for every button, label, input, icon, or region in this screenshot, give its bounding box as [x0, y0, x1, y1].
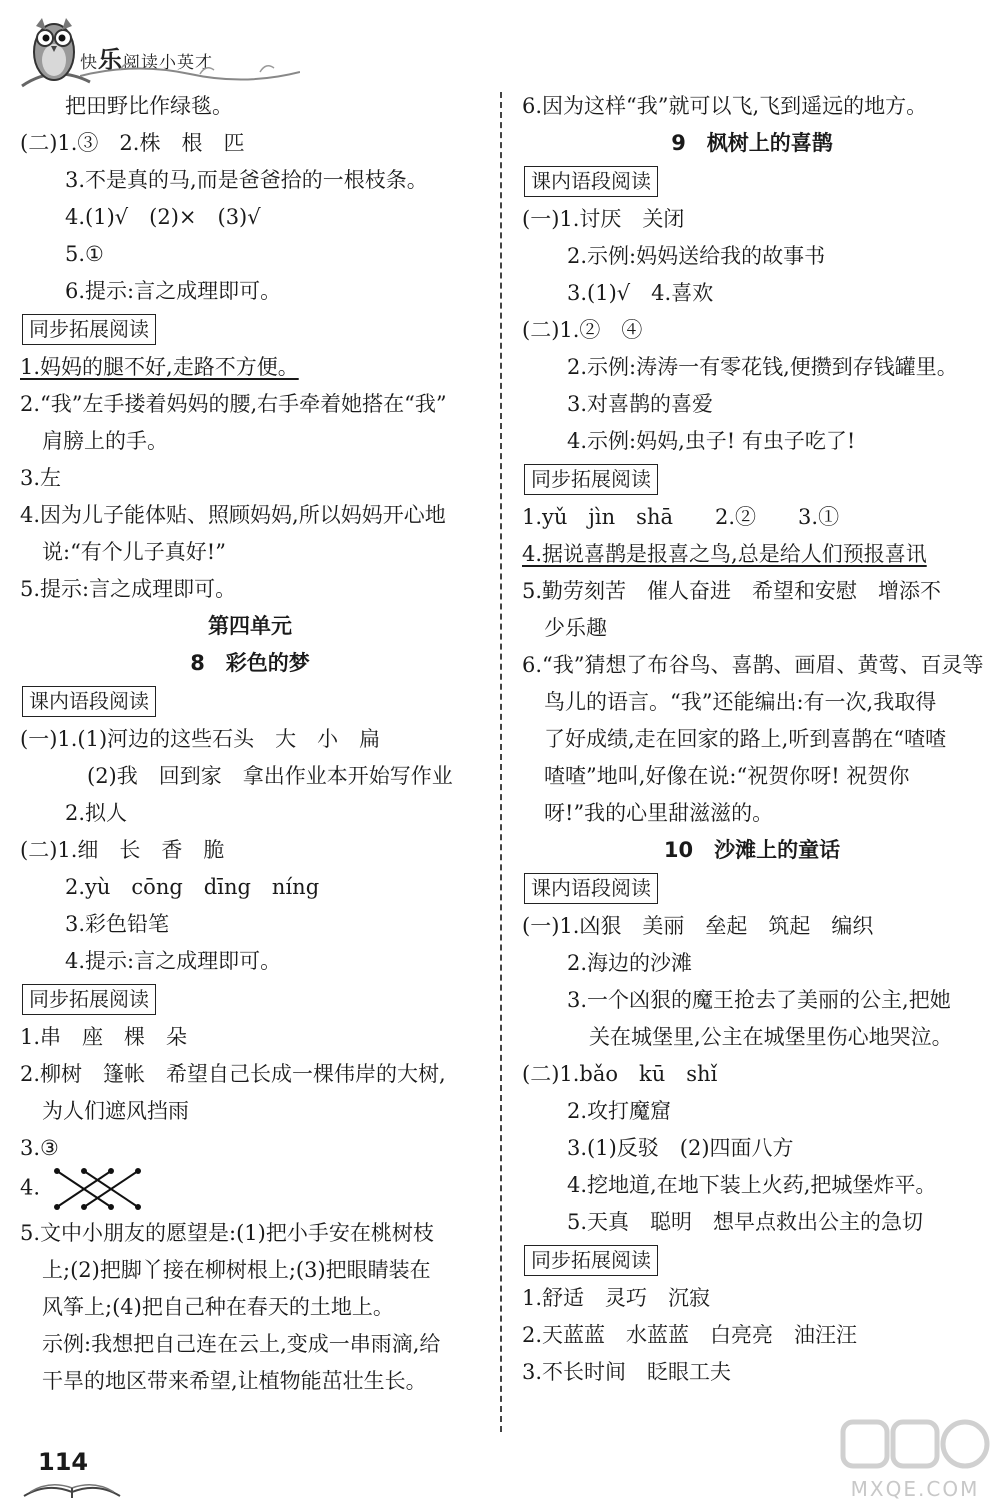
answer-line: (二)1.② ④: [522, 318, 643, 342]
watermark-logo-icon: [835, 1410, 995, 1480]
book-icon: [22, 1470, 122, 1500]
unit-title: 第四单元: [208, 614, 292, 638]
left-column: [20, 88, 480, 1400]
lesson-title: 10 沙滩上的童话: [663, 838, 841, 862]
answer-line: 为人们遮风挡雨: [42, 1099, 189, 1123]
section-label: 课内语段阅读: [22, 686, 156, 717]
answer-line: 2.示例:涛涛一有零花钱,便攒到存钱罐里。: [567, 355, 958, 379]
answer-line: (一)1.(1)河边的这些石头 大 小 扁: [20, 727, 381, 751]
page-header: [0, 0, 300, 92]
answer-line: 6.因为这样“我”就可以飞,飞到遥远的地方。: [522, 94, 928, 118]
right-column: [522, 88, 982, 1391]
answer-line: 喳喳”地叫,好像在说:“祝贺你呀! 祝贺你: [544, 764, 910, 788]
answer-line: 3.③: [20, 1136, 59, 1160]
answer-line: 2.柳树 篷帐 希望自己长成一棵伟岸的大树,: [20, 1062, 446, 1086]
answer-line: 1.串 座 棵 朵: [20, 1025, 188, 1049]
answer-line: (二)1.bǎo kū shǐ: [522, 1062, 718, 1086]
answer-line: 2.拟人: [65, 801, 128, 825]
answer-line: 1.yǔ jìn shā 2.② 3.①: [522, 505, 840, 529]
answer-line: 2.攻打魔窟: [567, 1099, 672, 1123]
answer-line: 4.提示:言之成理即可。: [65, 949, 282, 973]
answer-line: 5.①: [65, 242, 104, 266]
matching-lines-diagram: [51, 1167, 151, 1211]
answer-line: (一)1.讨厌 关闭: [522, 207, 685, 231]
answer-line: 4.因为儿子能体贴、照顾妈妈,所以妈妈开心地: [20, 503, 446, 527]
answer-line: 4.挖地道,在地下装上火药,把城堡炸平。: [567, 1173, 937, 1197]
answer-line: 3.左: [20, 466, 62, 490]
section-label: 同步拓展阅读: [22, 984, 156, 1015]
answer-line: 上;(2)把脚丫接在柳树根上;(3)把眼睛装在: [42, 1258, 431, 1282]
answer-line: 3.一个凶狠的魔王抢去了美丽的公主,把她: [567, 988, 951, 1012]
answer-line: 2.yù cōng dīng níng: [65, 875, 320, 899]
section-label: 同步拓展阅读: [524, 464, 658, 495]
column-divider: [500, 92, 502, 1432]
answer-line: 肩膀上的手。: [42, 429, 168, 453]
answer-line: 2.示例:妈妈送给我的故事书: [567, 244, 826, 268]
answer-line: 说:“有个儿子真好!”: [42, 540, 226, 564]
answer-line: 3.不长时间 眨眼工夫: [522, 1360, 732, 1384]
answer-line: 3.(1)反驳 (2)四面八方: [567, 1136, 794, 1160]
answer-line: 鸟儿的语言。“我”还能编出:有一次,我取得: [544, 690, 937, 714]
answer-line: 1.妈妈的腿不好,走路不方便。: [20, 355, 299, 379]
section-label: 同步拓展阅读: [524, 1245, 658, 1276]
answer-line: 5.文中小朋友的愿望是:(1)把小手安在桃树枝: [20, 1221, 434, 1245]
lesson-title: 8 彩色的梦: [190, 651, 310, 675]
section-label: 课内语段阅读: [524, 873, 658, 904]
answer-line: 4.据说喜鹊是报喜之鸟,总是给人们预报喜讯: [522, 542, 927, 566]
answer-line: 6.“我”猜想了布谷鸟、喜鹊、画眉、黄莺、百灵等: [522, 653, 984, 677]
answer-line: 5.勤劳刻苦 催人奋进 希望和安慰 增添不: [522, 579, 942, 603]
answer-line: 4.: [20, 1167, 480, 1215]
answer-line: 把田野比作绿毯。: [65, 94, 233, 118]
answer-line: 3.(1)√ 4.喜欢: [567, 281, 714, 305]
answer-line: 示例:我想把自己连在云上,变成一串雨滴,给: [42, 1332, 441, 1356]
answer-line: 4.(1)√ (2)× (3)√: [65, 205, 261, 229]
section-label: 同步拓展阅读: [22, 314, 156, 345]
watermark: MXQE.COM: [835, 1410, 995, 1505]
answer-line: 关在城堡里,公主在城堡里伤心地哭泣。: [589, 1025, 953, 1049]
answer-line: 了好成绩,走在回家的路上,听到喜鹊在“喳喳: [544, 727, 947, 751]
answer-line: 干旱的地区带来希望,让植物能茁壮生长。: [42, 1369, 427, 1393]
answer-line: 风筝上;(4)把自己种在春天的土地上。: [42, 1295, 394, 1319]
answer-line: 2.“我”左手搂着妈妈的腰,右手牵着她搭在“我”: [20, 392, 447, 416]
section-label: 课内语段阅读: [524, 166, 658, 197]
answer-line: 3.不是真的马,而是爸爸拾的一根枝条。: [65, 168, 428, 192]
answer-line: 3.彩色铅笔: [65, 912, 170, 936]
answer-line: 6.提示:言之成理即可。: [65, 279, 282, 303]
answer-line: 5.提示:言之成理即可。: [20, 577, 237, 601]
answer-line: (一)1.凶狠 美丽 垒起 筑起 编织: [522, 914, 874, 938]
answer-line: 3.对喜鹊的喜爱: [567, 392, 714, 416]
answer-line: (2)我 回到家 拿出作业本开始写作业: [87, 764, 453, 788]
answer-line: 呀!”我的心里甜滋滋的。: [544, 801, 774, 825]
answer-line: 1.舒适 灵巧 沉寂: [522, 1286, 711, 1310]
page-number: 114: [38, 1448, 89, 1476]
brand-title: 快乐阅读小英才: [80, 46, 213, 74]
answer-line: 2.海边的沙滩: [567, 951, 693, 975]
lesson-title: 9 枫树上的喜鹊: [671, 131, 833, 155]
answer-line: 2.天蓝蓝 水蓝蓝 白亮亮 油汪汪: [522, 1323, 858, 1347]
answer-line: 5.天真 聪明 想早点救出公主的急切: [567, 1210, 924, 1234]
answer-line: 少乐趣: [544, 616, 607, 640]
answer-line: (二)1.③ 2.株 根 匹: [20, 131, 245, 155]
answer-line: 4.示例:妈妈,虫子! 有虫子吃了!: [567, 429, 856, 453]
answer-line: (二)1.细 长 香 脆: [20, 838, 225, 862]
